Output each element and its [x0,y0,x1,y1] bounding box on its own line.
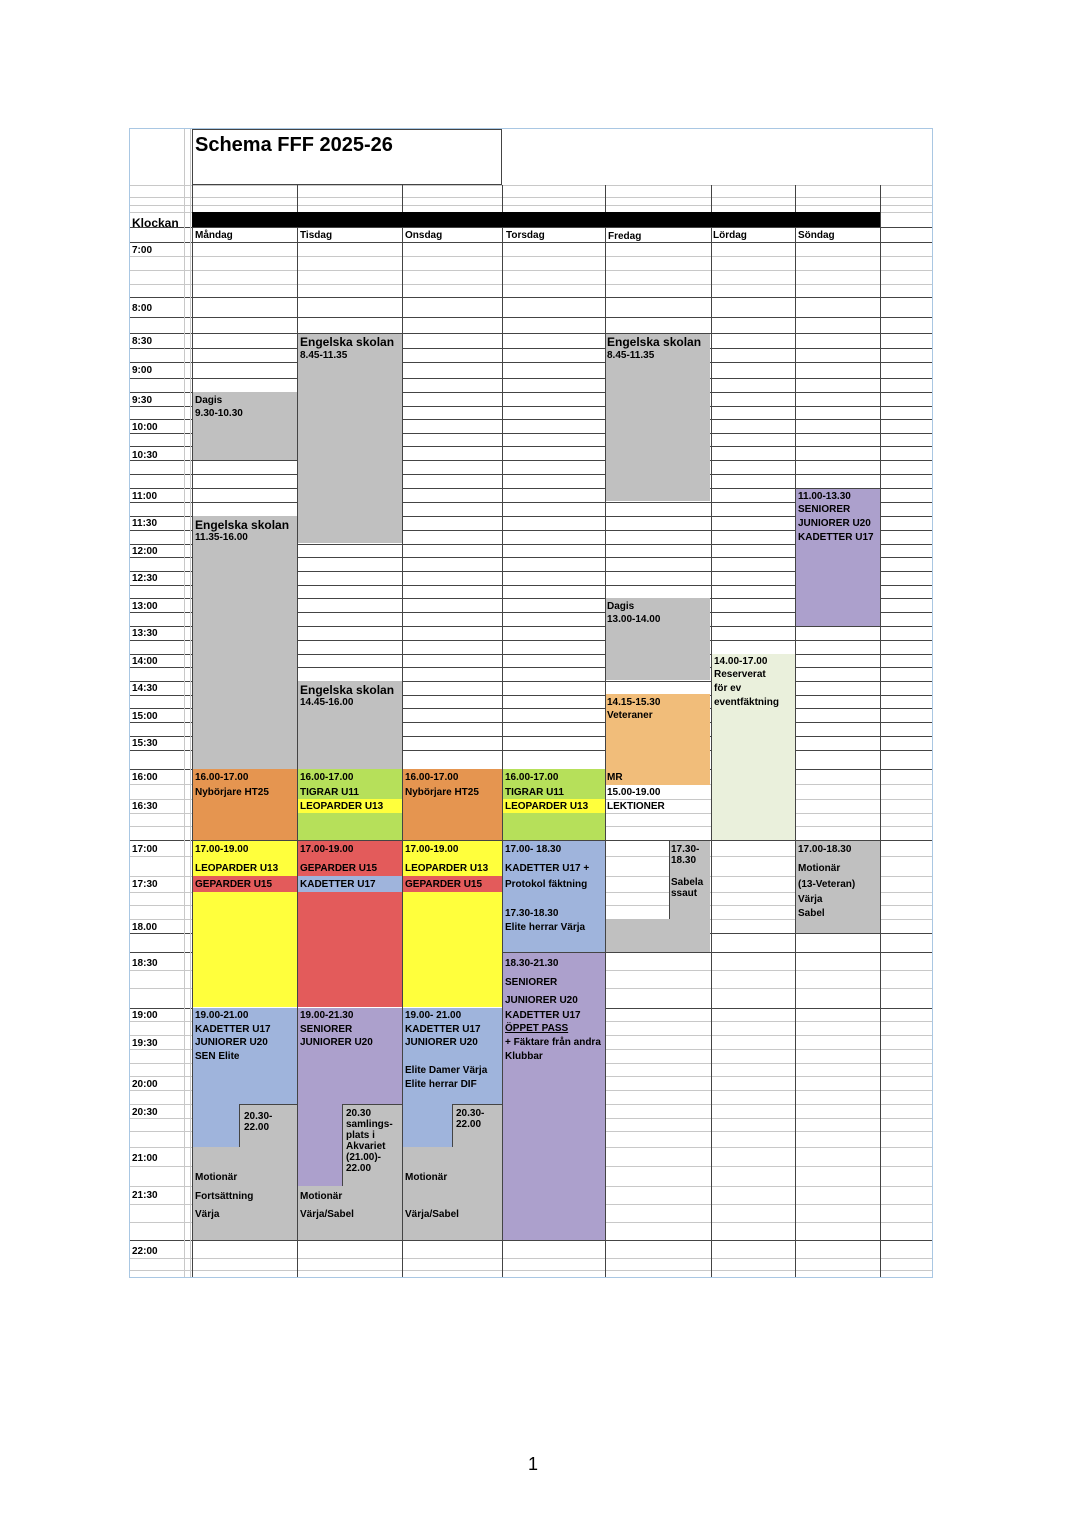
event-block-mon-engelska [193,516,297,769]
time-label: 21:00 [132,1153,158,1164]
event-line: JUNIORER U20 [505,995,578,1006]
grid-row-line [130,348,932,349]
event-time: 22.00 [244,1122,270,1133]
event-time: 19.00- 21.00 [405,1010,462,1021]
event-line: Motionär [405,1172,448,1183]
time-label: 17:00 [132,844,158,855]
day-header-tuesday: Tisdag [300,230,333,241]
event-time: 8.45-11.35 [607,350,655,361]
event-line: KADETTER U17 [505,1010,581,1021]
event-line: eventfäktning [714,697,780,708]
day-header-saturday: Lördag [713,230,747,241]
day-header-wednesday: Onsdag [405,230,443,241]
grid-col-line [190,129,191,1277]
event-line: Sabela [671,877,704,888]
event-line: + Fäktare från andra [505,1037,601,1048]
event-line: ÖPPET PASS [505,1023,569,1034]
event-time: (21.00)- [346,1152,382,1163]
time-label: 16:30 [132,801,158,812]
event-time: 8.45-11.35 [300,350,348,361]
time-label: 19:30 [132,1038,158,1049]
event-line: Motionär [798,863,841,874]
time-label: 18:30 [132,958,158,969]
event-title: Engelska skolan [195,518,290,532]
event-time: 17.30-18.30 [505,908,559,919]
event-line: Fortsättning [195,1191,254,1202]
event-block-tue-19-purple-tail [298,1104,342,1186]
event-time: 13.00-14.00 [607,614,661,625]
grid-row-line [130,284,932,285]
event-time: 16.00-17.00 [195,772,249,783]
event-time: 14.45-16.00 [300,697,354,708]
event-title: Dagis [195,395,223,406]
event-line: GEPARDER U15 [300,863,378,874]
event-title: Engelska skolan [607,335,702,349]
event-time: 20.30 [346,1108,372,1119]
time-label: 13:30 [132,628,158,639]
grid-row-line [130,205,932,206]
event-block-thu-17 [503,841,605,952]
time-label: 8:30 [132,336,153,347]
event-block-tue-engelska-morning [298,334,402,543]
grid-row-line [130,197,932,198]
event-line: LEKTIONER [607,801,665,812]
event-line: KADETTER U17 + [505,863,590,874]
grid-row-line [130,378,932,379]
event-line: GEPARDER U15 [405,879,483,890]
event-line: SENIORER [505,977,558,988]
event-time: 11.35-16.00 [195,532,248,543]
grid-row-line [130,242,932,243]
event-line: Elite herrar Värja [505,922,586,933]
event-line: KADETTER U17 [405,1024,481,1035]
event-line: LEOPARDER U13 [405,863,489,874]
event-time: 19.00-21.00 [195,1010,249,1021]
event-line: Elite Damer Värja [405,1065,488,1076]
event-time: 18.30 [671,855,697,866]
event-time: 17.00-19.00 [195,844,249,855]
event-block-mon-19-blue-tail [193,1104,239,1147]
event-line: SENIORER [300,1024,353,1035]
event-line: Motionär [195,1172,238,1183]
event-line: Reserverat [714,669,766,680]
event-line: TIGRAR U11 [300,787,359,798]
event-line: SENIORER [798,504,851,515]
event-time: 9.30-10.30 [195,408,243,419]
event-line: Värja [195,1209,220,1220]
event-time: 18.30-21.30 [505,958,559,969]
event-line: JUNIORER U20 [195,1037,268,1048]
event-time: 16.00-17.00 [300,772,354,783]
time-header: Klockan [132,216,179,230]
day-header-sunday: Söndag [798,230,835,241]
grid-col-line [795,185,796,1277]
time-label: 8:00 [132,303,153,314]
day-header-thursday: Torsdag [506,230,545,241]
event-line: TIGRAR U11 [505,787,564,798]
event-line: Veteraner [607,710,653,721]
grid-row-line [130,1258,932,1259]
event-time: 15.00-19.00 [607,787,661,798]
event-line: LEOPARDER U13 [505,801,589,812]
time-label: 22:00 [132,1246,158,1257]
time-label: 17:30 [132,879,158,890]
time-label: 9:00 [132,365,153,376]
time-label: 15:00 [132,711,158,722]
event-line: JUNIORER U20 [405,1037,478,1048]
time-label: 20:00 [132,1079,158,1090]
event-time: 17.00-18.30 [798,844,852,855]
time-label: 19:00 [132,1010,158,1021]
time-label: 10:00 [132,422,158,433]
time-label: 12:30 [132,573,158,584]
event-time: 20.30- [244,1111,273,1122]
event-line: SEN Elite [195,1051,240,1062]
event-time: 17.30- [671,844,700,855]
event-block-fri-1830 [606,919,710,952]
event-time: 17.00- 18.30 [505,844,562,855]
event-line: Nybörjare HT25 [405,787,479,798]
time-label: 16:00 [132,772,158,783]
event-line: MR [607,772,623,783]
event-time: 19.00-21.30 [300,1010,354,1021]
grid-col-line [880,185,881,1277]
event-line: Värja/Sabel [405,1209,459,1220]
grid-row-line [130,185,932,186]
time-label: 12:00 [132,546,158,557]
header-bar [192,212,880,227]
time-label: 9:30 [132,395,153,406]
time-label: 15:30 [132,738,158,749]
time-label: 14:00 [132,656,158,667]
event-time: 17.00-19.00 [405,844,459,855]
event-title: Engelska skolan [300,683,395,697]
page-number: 1 [528,1454,539,1474]
grid-row-line [130,474,932,475]
day-header-monday: Måndag [195,230,233,241]
event-line: ssaut [671,888,698,899]
event-title: Engelska skolan [300,335,395,349]
time-label: 14:30 [132,683,158,694]
event-line: GEPARDER U15 [195,879,273,890]
event-time: 22.00 [456,1119,482,1130]
event-time: 16.00-17.00 [405,772,459,783]
event-line: Värja/Sabel [300,1209,354,1220]
time-label: 18.00 [132,922,158,933]
event-line: Motionär [300,1191,343,1202]
event-time: 14.15-15.30 [607,697,661,708]
event-line: Akvariet [346,1141,386,1152]
grid-row-line [130,256,932,257]
page-title: Schema FFF 2025-26 [195,134,393,156]
event-line: för ev [714,683,742,694]
event-line: LEOPARDER U13 [195,863,279,874]
time-label: 11:00 [132,491,158,502]
event-time: 17.00-19.00 [300,844,354,855]
grid-row-line [130,297,932,298]
grid-row-line [130,333,932,334]
grid-row-line [130,227,932,228]
event-line: KADETTER U17 [195,1024,271,1035]
event-line: (13-Veteran) [798,879,856,890]
event-time: 22.00 [346,1163,372,1174]
event-block-sat-reserverat [712,654,795,840]
time-label: 7:00 [132,245,153,256]
grid-row-line [130,270,932,271]
event-line: Värja [798,894,823,905]
event-line: plats i [346,1130,375,1141]
grid-row-line [130,1270,932,1271]
time-label: 21:30 [132,1190,158,1201]
time-label: 20:30 [132,1107,158,1118]
event-time: 14.00-17.00 [714,656,768,667]
event-line: KADETTER U17 [798,532,874,543]
event-line: Nybörjare HT25 [195,787,269,798]
event-line: KADETTER U17 [300,879,376,890]
grid-row-line [130,1240,932,1241]
event-line: JUNIORER U20 [300,1037,373,1048]
event-line: Protokol fäktning [505,879,588,890]
event-block-tue-19-purple [298,1008,402,1104]
event-line: JUNIORER U20 [798,518,871,529]
event-time: 16.00-17.00 [505,772,559,783]
event-time: 11.00-13.30 [798,491,851,502]
event-title: Dagis [607,601,635,612]
event-line: LEOPARDER U13 [300,801,384,812]
time-label: 11:30 [132,518,158,529]
grid-row-line [130,362,932,363]
event-line: samlings- [346,1119,393,1130]
grid-row-line [130,317,932,318]
event-block-wed-19-blue-tail [403,1104,452,1147]
event-line: Klubbar [505,1051,543,1062]
grid-col-line [184,129,185,1277]
day-header-friday: Fredag [608,231,642,242]
time-label: 10:30 [132,450,158,461]
event-line: Sabel [798,908,825,919]
event-time: 20.30- [456,1108,485,1119]
event-line: Elite herrar DIF [405,1079,477,1090]
grid-row-line [130,460,932,461]
time-label: 13:00 [132,601,158,612]
